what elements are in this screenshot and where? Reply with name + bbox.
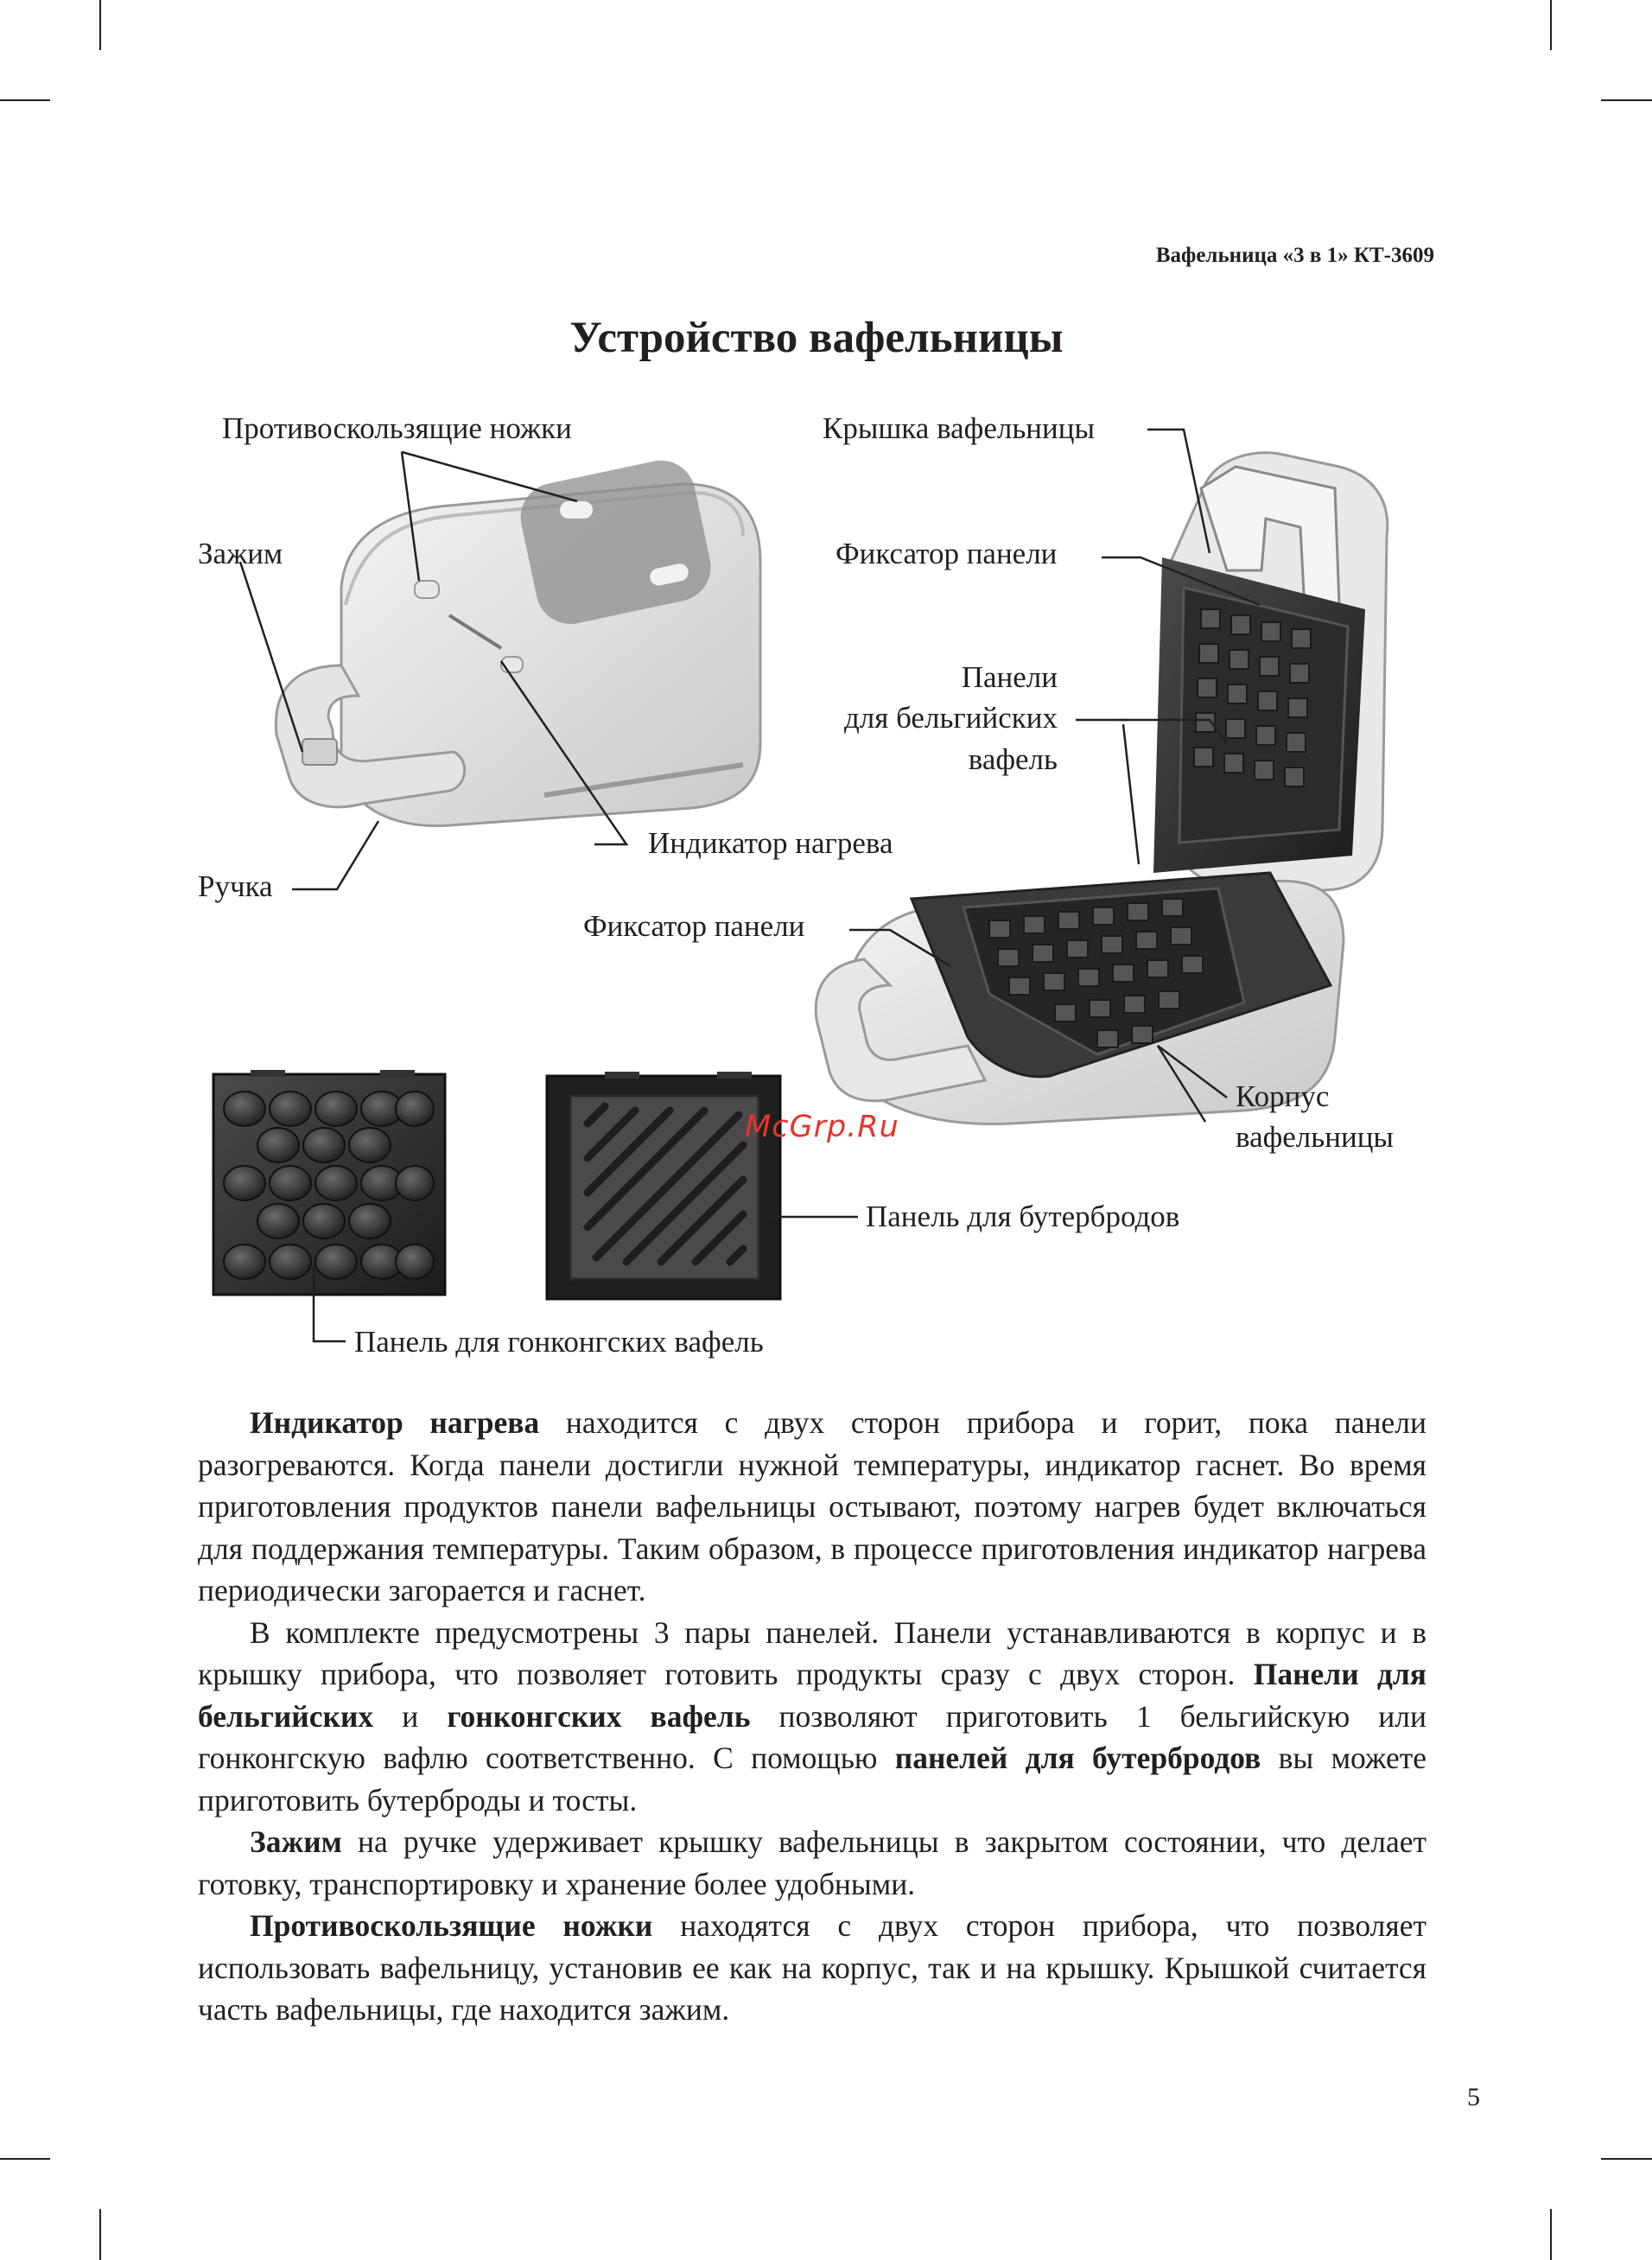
running-header: Вафельница «3 в 1» КТ-3609 bbox=[1155, 244, 1434, 267]
crop-mark bbox=[0, 2158, 50, 2160]
label-body bbox=[1236, 1076, 1394, 1158]
hongkong-waffle-panel bbox=[213, 1070, 445, 1295]
label-anti-slip-feet: Противоскользящие ножки bbox=[222, 411, 572, 445]
paragraph-text: находятся с двух сторон прибора, что позволяет использовать вафельницу, установив ее как на корпус, так и на крышку. Крышкой считается часть вафельницы, где находится зажим. bbox=[198, 1908, 1426, 2027]
paragraph-text: вы можете приготовить бутерброды и тосты. bbox=[198, 1741, 1427, 1818]
paragraph-text: В комплекте предусмотрены 3 пары панелей. Панели устанавливаются в корпус и в крышку прибора, что позволяет готовить продукты сразу с двух сторон. bbox=[198, 1614, 1426, 1691]
label-hongkong-panel: Панель для гонконгских вафель bbox=[354, 1325, 764, 1359]
body-text bbox=[198, 1402, 1426, 2031]
paragraph-text: и bbox=[373, 1698, 448, 1734]
paragraph-feet bbox=[198, 1905, 1426, 2031]
paragraph-clamp bbox=[198, 1821, 1426, 1905]
paragraph-panels bbox=[198, 1612, 1426, 1822]
label-clamp: Зажим bbox=[198, 537, 283, 570]
crop-mark bbox=[1550, 2209, 1552, 2260]
sandwich-panel bbox=[547, 1072, 780, 1299]
label-panel-lock-top: Фиксатор панели bbox=[836, 537, 1058, 570]
label-belgian-line-1: Панели bbox=[961, 660, 1058, 694]
label-handle: Ручка bbox=[198, 869, 273, 903]
label-sandwich-panel: Панель для бутербродов bbox=[866, 1200, 1180, 1233]
closed-waffle-maker bbox=[276, 449, 760, 826]
crop-mark bbox=[99, 2209, 101, 2260]
label-body-line-2: вафельницы bbox=[1236, 1120, 1394, 1155]
bold-term: Противоскользящие ножки bbox=[250, 1908, 653, 1943]
label-heat-indicator: Индикатор нагрева bbox=[648, 826, 893, 860]
page-title: Устройство вафельницы bbox=[569, 314, 1064, 362]
page-number: 5 bbox=[1467, 2083, 1480, 2111]
bold-term: гонконгских вафель bbox=[447, 1698, 751, 1734]
label-panel-lock-bottom: Фиксатор панели bbox=[583, 909, 805, 943]
watermark: McGrp.Ru bbox=[745, 1110, 899, 1144]
paragraph-text: позволяют приготовить 1 бельгийскую или гонконгскую вафлю соответственно. С помощью bbox=[198, 1698, 1427, 1775]
paragraph-heat-indicator bbox=[198, 1402, 1426, 1612]
paragraph-text: на ручке удерживает крышку вафельницы в закрытом состоянии, что делает готовку, транспортировку и хранение более удобными. bbox=[198, 1824, 1426, 1901]
label-lid: Крышка вафельницы bbox=[823, 411, 1096, 445]
label-belgian-line-2: для бельгийских bbox=[843, 701, 1058, 735]
bold-term: Зажим bbox=[250, 1824, 342, 1859]
bold-term: Индикатор нагрева bbox=[250, 1405, 540, 1440]
bold-term: Панели для бельгийских bbox=[198, 1657, 1427, 1734]
paragraph-text: находится с двух сторон прибора и горит, пока панели разогреваются. Когда панели достигли нужной температуры, индикатор гаснет. Во время приготовления продуктов панели вафельницы остывают, поэтому нагрев будет включаться для поддержания температуры. Таким образом, в процессе приготовления индикатор нагрева периодически загорается и гаснет. bbox=[198, 1405, 1426, 1607]
bold-term: панелей для бутербродов bbox=[894, 1741, 1261, 1775]
label-body-line-1: Корпус bbox=[1236, 1079, 1330, 1113]
label-belgian-line-3: вафель bbox=[968, 742, 1058, 776]
crop-mark bbox=[1601, 2158, 1652, 2160]
label-belgian-panels bbox=[804, 657, 1058, 780]
